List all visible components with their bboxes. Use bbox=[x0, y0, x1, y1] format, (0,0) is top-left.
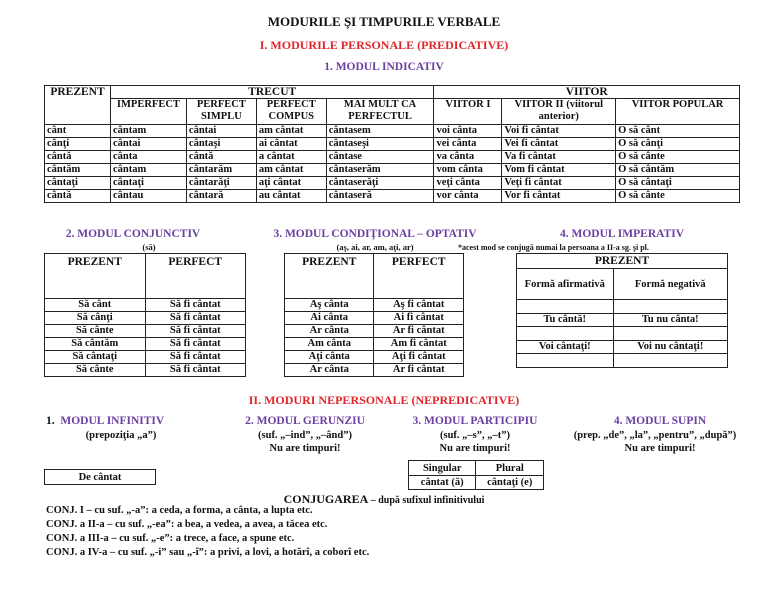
header-viitor-i: VIITOR I bbox=[434, 99, 502, 125]
infinitiv-number: 1. bbox=[46, 415, 55, 427]
indicativ-row-cell: cântară bbox=[186, 190, 256, 203]
imperativ-row-cell: Tu nu cânta! bbox=[613, 313, 727, 327]
conjunctiv-row bbox=[45, 351, 246, 364]
conjunctiv-row-cell: Să fi cântat bbox=[145, 325, 246, 338]
conjunctiv-row-cell: Să fi cântat bbox=[145, 351, 246, 364]
conjunctiv-row bbox=[45, 299, 246, 312]
indicativ-row-cell: cântaseră bbox=[326, 190, 434, 203]
indicativ-row-cell: cântam bbox=[110, 164, 186, 177]
participiu-header-plural: Plural bbox=[476, 461, 544, 476]
conjunctiv-row bbox=[45, 364, 246, 377]
participiu-singular: cântat (ă) bbox=[409, 476, 476, 490]
conjunctiv-header-prezent: PREZENT bbox=[45, 254, 146, 299]
indicativ-row-cell: voi cânta bbox=[434, 125, 502, 138]
indicativ-row-cell: aţi cântat bbox=[256, 177, 326, 190]
infinitiv-title bbox=[46, 415, 164, 427]
indicativ-row-cell: cântasem bbox=[326, 125, 434, 138]
header-prezent: PREZENT bbox=[45, 86, 111, 125]
conjunctiv-row-cell: Să cânte bbox=[45, 325, 146, 338]
conditional-row-cell: Aţi cânta bbox=[285, 351, 374, 364]
indicativ-row-cell: cântau bbox=[110, 190, 186, 203]
indicativ-row-cell: cânta bbox=[110, 151, 186, 164]
indicativ-row-cell: cânţi bbox=[45, 138, 111, 151]
infinitiv-example-table bbox=[44, 469, 156, 485]
infinitiv-label: MODUL INFINITIV bbox=[60, 415, 165, 427]
participiu-plural: cântaţi (e) bbox=[476, 476, 544, 490]
conj-line-1: CONJ. I – cu suf. „-a”: a ceda, a forma, a cânta, a lupta etc. bbox=[46, 505, 313, 516]
participiu-table bbox=[408, 460, 544, 490]
indicativ-row-cell: cânt bbox=[45, 125, 111, 138]
indicativ-row-cell: Vom fi cântat bbox=[502, 164, 616, 177]
conditional-row bbox=[285, 351, 464, 364]
conditional-row-cell: Ar cânta bbox=[285, 325, 374, 338]
imperativ-row-cell bbox=[517, 327, 614, 341]
indicativ-row-cell: cântaţi bbox=[110, 177, 186, 190]
indicativ-row bbox=[45, 164, 740, 177]
conj-line-2: CONJ. a II-a – cu suf. „-ea”: a bea, a vedea, a avea, a tăcea etc. bbox=[46, 519, 328, 530]
indicativ-row-cell: cântarăm bbox=[186, 164, 256, 177]
header-viitor: VIITOR bbox=[434, 86, 740, 99]
conjunctiv-row-cell: Să cânţi bbox=[45, 312, 146, 325]
imperativ-row-cell: Voi nu cântaţi! bbox=[613, 340, 727, 354]
conjunctiv-row bbox=[45, 312, 246, 325]
indicativ-row-cell: O să cânţi bbox=[616, 138, 740, 151]
indicativ-row-cell: cântaţi bbox=[45, 177, 111, 190]
imperativ-row-cell: Voi cântaţi! bbox=[517, 340, 614, 354]
indicativ-row-cell: cântase bbox=[326, 151, 434, 164]
indicativ-row-cell: cântam bbox=[110, 125, 186, 138]
conditional-row-cell: Ar cânta bbox=[285, 364, 374, 377]
gerunziu-note: (suf. „–ind”, „–ând”) bbox=[258, 430, 352, 441]
conditional-row-cell: Aţi fi cântat bbox=[374, 351, 464, 364]
indicativ-row-cell: vor cânta bbox=[434, 190, 502, 203]
conjunctiv-row bbox=[45, 338, 246, 351]
conjugarea-title: CONJUGAREA bbox=[283, 492, 369, 506]
conditional-header-prezent: PREZENT bbox=[285, 254, 374, 299]
imperativ-row-cell bbox=[517, 300, 614, 314]
indicativ-title: 1. MODUL INDICATIV bbox=[324, 61, 444, 73]
imperativ-header-negativa: Formă negativă bbox=[613, 269, 727, 300]
header-imperfect: IMPERFECT bbox=[110, 99, 186, 125]
conjunctiv-title: 2. MODUL CONJUNCTIV bbox=[65, 228, 201, 240]
conjunctiv-row-cell: Să cântaţi bbox=[45, 351, 146, 364]
imperativ-row-cell: Tu cântă! bbox=[517, 313, 614, 327]
indicativ-row bbox=[45, 125, 740, 138]
conjugarea-subtitle: – după sufixul infinitivului bbox=[368, 495, 485, 506]
indicativ-row bbox=[45, 190, 740, 203]
indicativ-row-cell: O să cânte bbox=[616, 151, 740, 164]
conditional-note: (aş, ai, ar, am, aţi, ar) bbox=[336, 242, 414, 252]
header-viitor-popular: VIITOR POPULAR bbox=[616, 99, 740, 125]
indicativ-row-cell: cântaşi bbox=[186, 138, 256, 151]
indicativ-row-cell: cântaseşi bbox=[326, 138, 434, 151]
indicativ-row-cell: am cântat bbox=[256, 125, 326, 138]
indicativ-row-cell: vei cânta bbox=[434, 138, 502, 151]
indicativ-row-cell: vom cânta bbox=[434, 164, 502, 177]
indicativ-row-cell: veţi cânta bbox=[434, 177, 502, 190]
indicativ-row-cell: ai cântat bbox=[256, 138, 326, 151]
page-title: MODURILE ŞI TIMPURILE VERBALE bbox=[267, 14, 501, 29]
indicativ-row-cell: am cântat bbox=[256, 164, 326, 177]
infinitiv-note: (prepoziţia „a”) bbox=[85, 430, 157, 441]
imperativ-title: 4. MODUL IMPERATIV bbox=[559, 228, 685, 240]
conjunctiv-row bbox=[45, 325, 246, 338]
conditional-row-cell: Am cânta bbox=[285, 338, 374, 351]
imperativ-row bbox=[517, 354, 728, 368]
conjunctiv-header-perfect: PERFECT bbox=[145, 254, 246, 299]
indicativ-row-cell: au cântat bbox=[256, 190, 326, 203]
imperativ-row-cell bbox=[613, 354, 727, 368]
section-personale-title: I. MODURILE PERSONALE (PREDICATIVE) bbox=[259, 38, 509, 52]
conditional-row bbox=[285, 325, 464, 338]
conditional-header-perfect: PERFECT bbox=[374, 254, 464, 299]
imperativ-row bbox=[517, 313, 728, 327]
indicativ-row-cell: O să cântăm bbox=[616, 164, 740, 177]
indicativ-table bbox=[44, 85, 740, 203]
conditional-row-cell: Aş fi cântat bbox=[374, 299, 464, 312]
header-mai-mult-ca-perfectul: MAI MULT CA PERFECTUL bbox=[326, 99, 434, 125]
indicativ-row-cell: cântaserăm bbox=[326, 164, 434, 177]
imperativ-header-prezent: PREZENT bbox=[517, 254, 728, 269]
conditional-row-cell: Ar fi cântat bbox=[374, 364, 464, 377]
conditional-row bbox=[285, 338, 464, 351]
indicativ-row-cell: O să cântaţi bbox=[616, 177, 740, 190]
conjunctiv-row-cell: Să fi cântat bbox=[145, 299, 246, 312]
header-perfect-compus: PERFECT COMPUS bbox=[256, 99, 326, 125]
conditional-row-cell: Ai fi cântat bbox=[374, 312, 464, 325]
indicativ-row-cell: cântaserăţi bbox=[326, 177, 434, 190]
indicativ-row-cell: cântă bbox=[45, 190, 111, 203]
supin-title: 4. MODUL SUPIN bbox=[613, 415, 707, 427]
indicativ-row-cell: O să cânt bbox=[616, 125, 740, 138]
conj-line-3: CONJ. a III-a – cu suf. „-e”: a trece, a face, a spune etc. bbox=[46, 533, 295, 544]
imperativ-row bbox=[517, 327, 728, 341]
imperativ-table bbox=[516, 253, 728, 368]
imperativ-row bbox=[517, 340, 728, 354]
indicativ-row bbox=[45, 151, 740, 164]
indicativ-row bbox=[45, 138, 740, 151]
conjunctiv-row-cell: Să fi cântat bbox=[145, 312, 246, 325]
conjunctiv-table bbox=[44, 253, 246, 377]
indicativ-row-cell: cântarăţi bbox=[186, 177, 256, 190]
participiu-header-singular: Singular bbox=[409, 461, 476, 476]
indicativ-row-cell: cântă bbox=[186, 151, 256, 164]
imperativ-row bbox=[517, 300, 728, 314]
supin-note: (prep. „de”, „la”, „pentru”, „după”) bbox=[573, 430, 737, 441]
header-trecut: TRECUT bbox=[110, 86, 434, 99]
indicativ-row-cell: a cântat bbox=[256, 151, 326, 164]
conditional-row bbox=[285, 312, 464, 325]
conditional-row-cell: Ai cânta bbox=[285, 312, 374, 325]
imperativ-row-cell bbox=[613, 300, 727, 314]
indicativ-row-cell: Vor fi cântat bbox=[502, 190, 616, 203]
conditional-row-cell: Aş cânta bbox=[285, 299, 374, 312]
imperativ-header-afirmativa: Formă afirmativă bbox=[517, 269, 614, 300]
imperativ-note: *acest mod se conjugă numai la persoana a II-a sg. şi pl. bbox=[458, 243, 649, 252]
participiu-title: 3. MODUL PARTICIPIU bbox=[412, 415, 538, 427]
conjunctiv-row-cell: Să fi cântat bbox=[145, 338, 246, 351]
gerunziu-no-tenses: Nu are timpuri! bbox=[269, 443, 341, 454]
imperativ-row-cell bbox=[517, 354, 614, 368]
conditional-row-cell: Am fi cântat bbox=[374, 338, 464, 351]
conditional-row bbox=[285, 299, 464, 312]
indicativ-row-cell: Veţi fi cântat bbox=[502, 177, 616, 190]
conditional-title: 3. MODUL CONDIŢIONAL – OPTATIV bbox=[273, 228, 477, 240]
section-nepersonale-title: II. MODURI NEPERSONALE (NEPREDICATIVE) bbox=[248, 393, 520, 407]
indicativ-row-cell: O să cânte bbox=[616, 190, 740, 203]
participiu-no-tenses: Nu are timpuri! bbox=[439, 443, 511, 454]
indicativ-row-cell: cântăm bbox=[45, 164, 111, 177]
conjunctiv-row-cell: Să cânt bbox=[45, 299, 146, 312]
indicativ-row-cell: cântă bbox=[45, 151, 111, 164]
conditional-table bbox=[284, 253, 464, 377]
supin-no-tenses: Nu are timpuri! bbox=[624, 443, 696, 454]
indicativ-row-cell: cântai bbox=[110, 138, 186, 151]
indicativ-row-cell: va cânta bbox=[434, 151, 502, 164]
participiu-note: (suf. „–s”, „–t”) bbox=[440, 430, 510, 441]
indicativ-row-cell: Vei fi cântat bbox=[502, 138, 616, 151]
indicativ-row bbox=[45, 177, 740, 190]
conjunctiv-note: (să) bbox=[142, 242, 156, 252]
conditional-row-cell: Ar fi cântat bbox=[374, 325, 464, 338]
header-perfect-simplu: PERFECT SIMPLU bbox=[186, 99, 256, 125]
conditional-row bbox=[285, 364, 464, 377]
infinitiv-example: De cântat bbox=[45, 470, 156, 485]
conjunctiv-row-cell: Să cânte bbox=[45, 364, 146, 377]
conjunctiv-row-cell: Să fi cântat bbox=[145, 364, 246, 377]
indicativ-row-cell: Va fi cântat bbox=[502, 151, 616, 164]
indicativ-row-cell: Voi fi cântat bbox=[502, 125, 616, 138]
conj-line-4: CONJ. a IV-a – cu suf. „-i” sau „-î”: a privi, a lovi, a hotărî, a coborî etc. bbox=[46, 547, 370, 558]
indicativ-row-cell: cântai bbox=[186, 125, 256, 138]
imperativ-row-cell bbox=[613, 327, 727, 341]
conjunctiv-row-cell: Să cântăm bbox=[45, 338, 146, 351]
header-viitor-ii: VIITOR II (viitorul anterior) bbox=[502, 99, 616, 125]
gerunziu-title: 2. MODUL GERUNZIU bbox=[245, 415, 365, 427]
